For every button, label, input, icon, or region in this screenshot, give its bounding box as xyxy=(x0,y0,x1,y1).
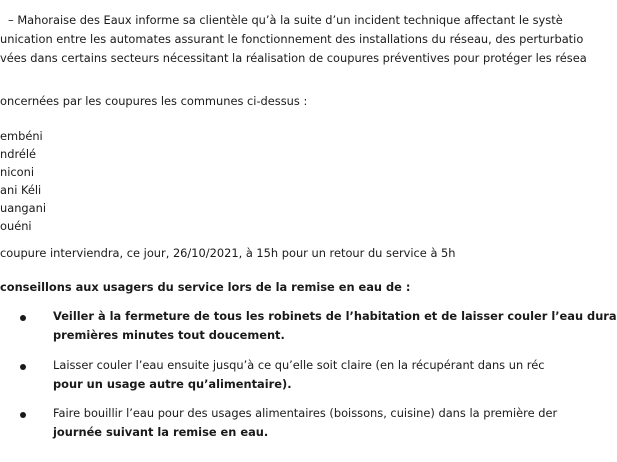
commune-item: embéni xyxy=(0,129,43,143)
bullet-1-line-2: premières minutes tout doucement. xyxy=(53,328,285,342)
commune-item: ndrélé xyxy=(0,147,37,161)
commune-item: ani Kéli xyxy=(0,183,42,197)
bullet-dot-icon xyxy=(20,315,26,321)
intro-line-2: unication entre les automates assurant le fonctionnement des installations du réseau, des perturbatio xyxy=(0,32,584,46)
schedule-line: coupure interviendra, ce jour, 26/10/2021, à 15h pour un retour du service à 5h xyxy=(0,246,456,260)
bullet-2-line-1: Laisser couler l’eau ensuite jusqu’à ce qu’elle soit claire (en la récupérant dans un réc xyxy=(53,358,545,372)
communes-heading: oncernées par les coupures les communes ci-dessus : xyxy=(0,94,308,108)
bullet-dot-icon xyxy=(20,364,26,370)
bullet-3-line-1: Faire bouillir l’eau pour des usages alimentaires (boissons, cuisine) dans la première der xyxy=(53,406,558,420)
bullet-3-line-2: journée suivant la remise en eau. xyxy=(53,425,269,439)
bullet-2-line-2: pour un usage autre qu’alimentaire). xyxy=(53,377,292,391)
commune-item: uangani xyxy=(0,201,47,215)
bullet-dot-icon xyxy=(20,412,26,418)
bullet-1-line-1: Veiller à la fermeture de tous les robinets de l’habitation et de laisser couler l’eau dura xyxy=(53,309,617,323)
intro-line-3: vées dans certains secteurs nécessitant la réalisation de coupures préventives pour protéger les résea xyxy=(0,51,587,65)
commune-item: ouéni xyxy=(0,219,32,233)
advice-heading: conseillons aux usagers du service lors de la remise en eau de : xyxy=(0,280,411,294)
commune-item: niconi xyxy=(0,165,34,179)
intro-line-1: – Mahoraise des Eaux informe sa clientèle qu’à la suite d’un incident technique affectant le systè xyxy=(8,13,563,27)
